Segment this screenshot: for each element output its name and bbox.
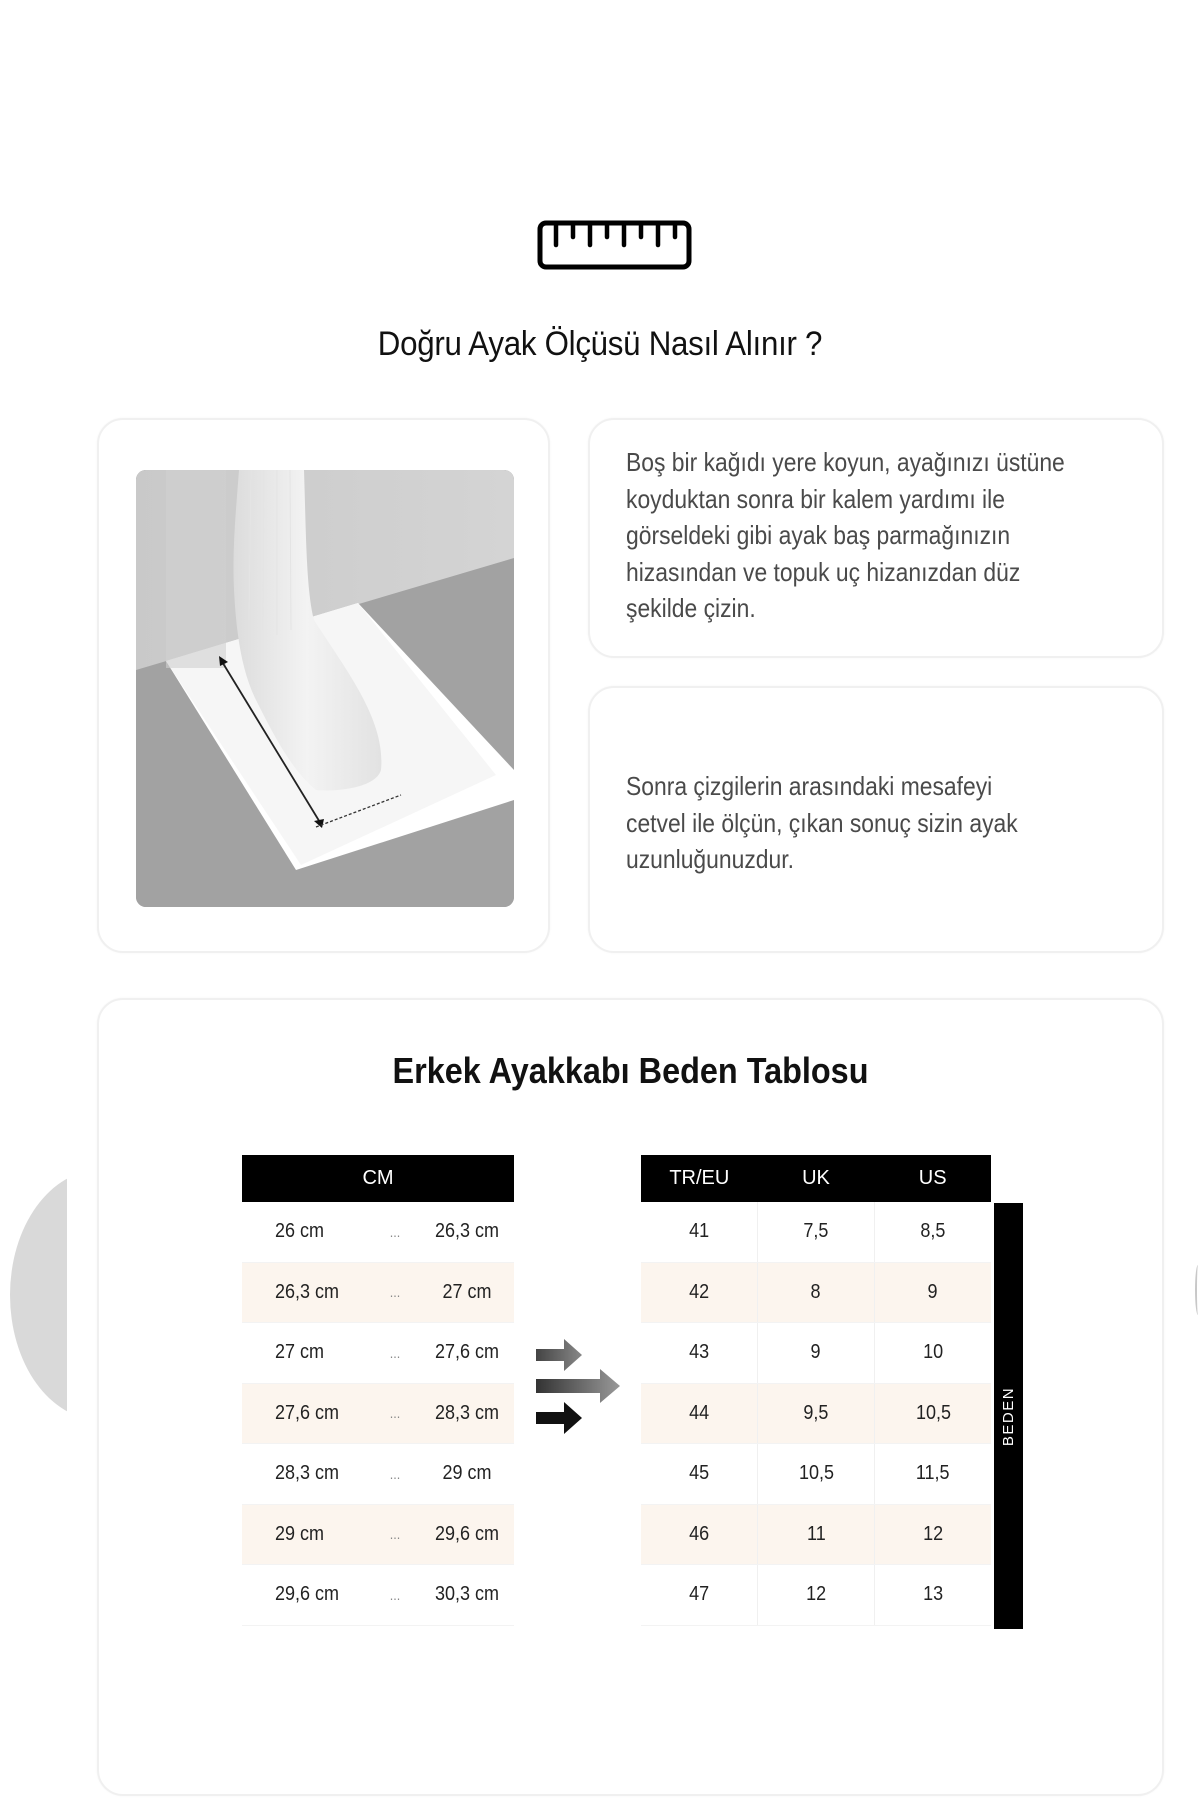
uk-size: 7,5 [803, 1220, 829, 1243]
cm-from: 27,6 cm [275, 1401, 340, 1424]
table-row [641, 1384, 991, 1445]
table-row [641, 1323, 991, 1384]
table-row [242, 1323, 514, 1384]
instruction-card-step-2 [588, 686, 1164, 953]
cm-from: 29,6 cm [275, 1583, 340, 1606]
uk-size: 9 [810, 1341, 822, 1364]
range-separator: ... [389, 1526, 401, 1543]
table-row [242, 1444, 514, 1505]
us-size: 8,5 [920, 1220, 946, 1243]
uk-size: 12 [805, 1583, 827, 1606]
cm-table-header [242, 1155, 514, 1202]
table-row [242, 1384, 514, 1445]
table-row [641, 1565, 991, 1626]
us-column-header: US [918, 1167, 947, 1189]
us-size: 10,5 [915, 1401, 951, 1424]
tr-eu-size: 45 [688, 1462, 710, 1485]
tr-eu-size: 43 [688, 1341, 710, 1364]
uk-size: 11 [806, 1522, 826, 1545]
tr-eu-size: 44 [688, 1401, 710, 1424]
table-row [641, 1444, 991, 1505]
instruction-line: koyduktan sonra bir kalem yardımı ile [626, 483, 1005, 514]
us-size: 9 [927, 1280, 939, 1303]
table-row [641, 1505, 991, 1566]
tr-eu-size: 47 [688, 1583, 710, 1606]
carousel-next-edge[interactable] [1195, 1265, 1200, 1315]
cm-to: 30,3 cm [434, 1583, 500, 1606]
instruction-line: Sonra çizgilerin arasındaki mesafeyi [626, 771, 993, 801]
table-row [242, 1202, 514, 1263]
cm-from: 27 cm [275, 1341, 325, 1364]
table-row [641, 1202, 991, 1263]
cm-from: 26,3 cm [275, 1280, 340, 1303]
carousel-prev-edge[interactable] [10, 1170, 100, 1420]
cm-to: 26,3 cm [434, 1220, 500, 1243]
instruction-text-step-1 [626, 444, 1145, 627]
range-separator: ... [389, 1465, 401, 1482]
ruler-icon [537, 220, 692, 270]
instruction-line: görseldeki gibi ayak baş parmağınızın [626, 520, 1011, 550]
beden-side-label [994, 1203, 1023, 1629]
triple-arrow-right-icon [536, 1335, 626, 1435]
range-separator: ... [389, 1405, 401, 1422]
cm-column-header: CM [362, 1167, 394, 1189]
instruction-line: Boş bir kağıdı yere koyun, ayağınızı üstüne [626, 447, 1065, 477]
cm-table [242, 1155, 514, 1626]
tr-eu-size: 41 [688, 1220, 710, 1243]
size-chart-title: Erkek Ayakkabı Beden Tablosu [392, 1050, 869, 1091]
instruction-line: hizasından ve topuk uç hizanızdan düz [626, 556, 1021, 587]
range-separator: ... [389, 1223, 401, 1240]
page-title: Doğru Ayak Ölçüsü Nasıl Alınır ? [377, 325, 823, 363]
size-chart-card [97, 998, 1164, 1796]
foot-measurement-photo [136, 470, 514, 907]
us-size: 11,5 [916, 1462, 950, 1485]
tr-eu-size: 46 [688, 1522, 710, 1545]
us-size: 10 [922, 1341, 944, 1364]
cm-to: 27 cm [442, 1280, 492, 1303]
table-row [242, 1505, 514, 1566]
table-row [242, 1565, 514, 1626]
cm-from: 26 cm [275, 1220, 325, 1243]
instruction-text-step-2 [626, 768, 1145, 878]
instruction-card-step-1 [588, 418, 1164, 658]
tr-eu-column-header: TR/EU [669, 1167, 730, 1189]
uk-size: 9,5 [803, 1401, 829, 1424]
measurement-image-card [97, 418, 550, 953]
cm-to: 27,6 cm [434, 1341, 500, 1364]
cm-to: 28,3 cm [434, 1401, 500, 1424]
cm-from: 28,3 cm [275, 1462, 340, 1485]
tr-eu-size: 42 [688, 1280, 710, 1303]
table-row [242, 1263, 514, 1324]
range-separator: ... [389, 1344, 401, 1361]
cm-to: 29 cm [442, 1462, 492, 1485]
size-conversion-table [641, 1155, 991, 1626]
uk-size: 8 [810, 1280, 822, 1303]
cm-to: 29,6 cm [434, 1522, 500, 1545]
range-separator: ... [389, 1284, 401, 1301]
uk-column-header: UK [802, 1167, 830, 1189]
beden-label-text: BEDEN [1000, 1386, 1017, 1446]
table-row [641, 1263, 991, 1324]
us-size: 12 [922, 1522, 944, 1545]
instruction-line: şekilde çizin. [626, 593, 756, 623]
instruction-line: uzunluğunuzdur. [626, 844, 794, 874]
cm-from: 29 cm [275, 1522, 325, 1545]
size-table-header [641, 1155, 991, 1202]
range-separator: ... [389, 1586, 401, 1603]
instruction-line: cetvel ile ölçün, çıkan sonuç sizin ayak [626, 807, 1018, 838]
uk-size: 10,5 [798, 1462, 834, 1485]
us-size: 13 [922, 1583, 944, 1606]
